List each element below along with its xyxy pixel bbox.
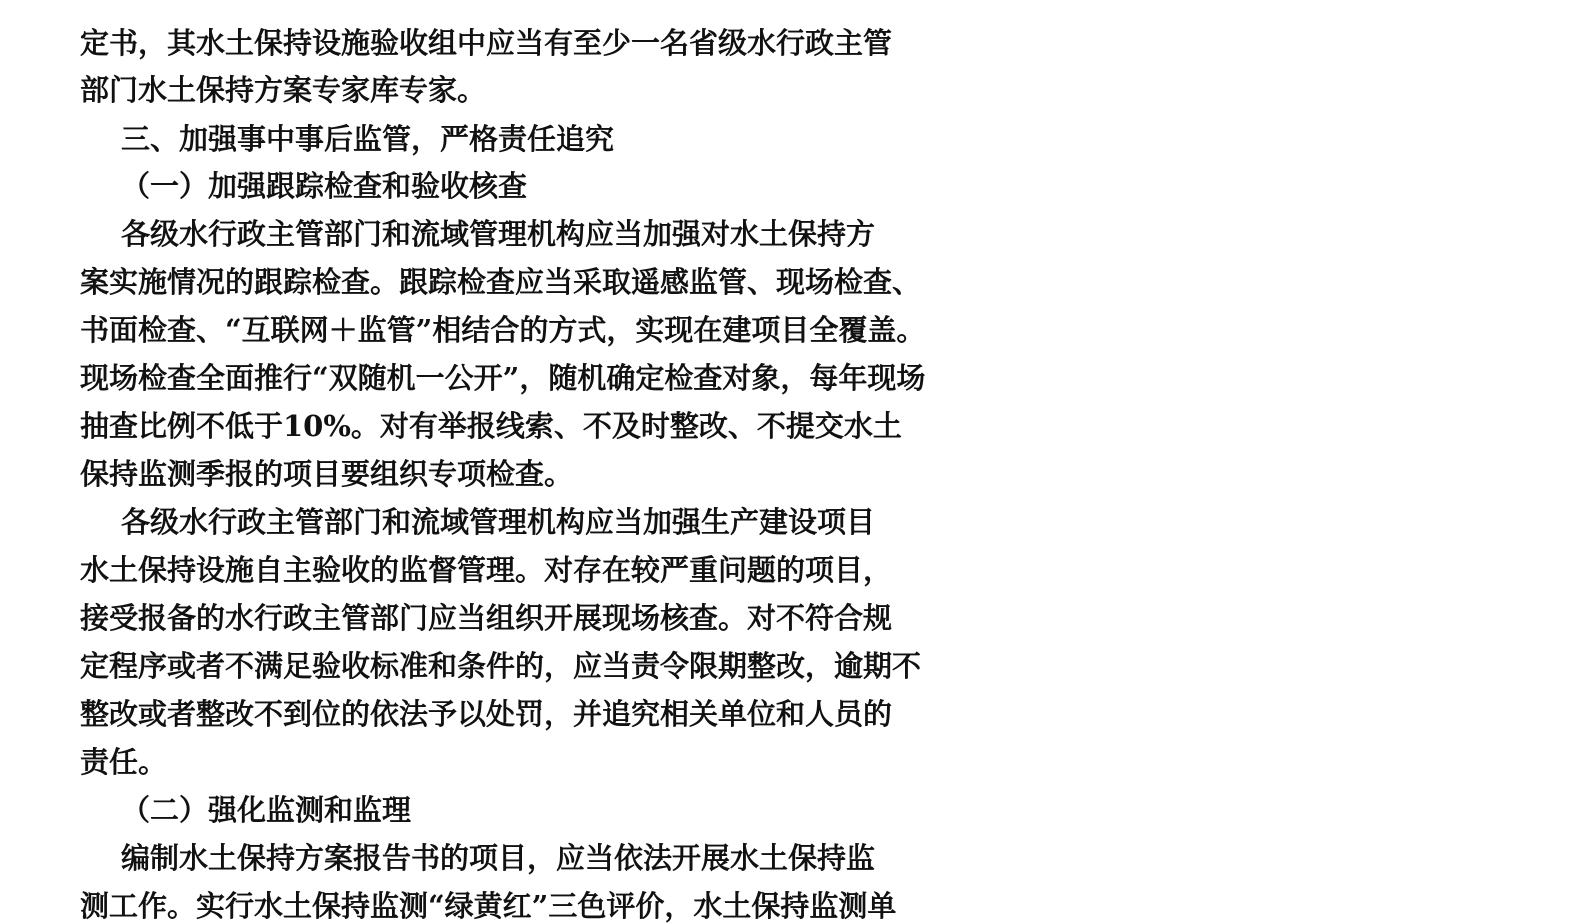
paragraph-line: 各级水行政主管部门和流域管理机构应当加强生产建设项目 xyxy=(121,505,876,539)
paragraph-line: 书面检查、“互联网＋监管”相结合的方式，实现在建项目全覆盖。 xyxy=(80,313,926,347)
paragraph-line: 各级水行政主管部门和流域管理机构应当加强对水土保持方 xyxy=(121,217,876,251)
paragraph-line: 部门水土保持方案专家库专家。 xyxy=(80,73,487,107)
paragraph-line: 责任。 xyxy=(80,745,168,779)
paragraph-line: 定程序或者不满足验收标准和条件的，应当责令限期整改，逾期不 xyxy=(80,649,922,683)
paragraph-line: 水土保持设施自主验收的监督管理。对存在较严重问题的项目， xyxy=(80,553,893,587)
paragraph-line: 现场检查全面推行“双随机一公开”，随机确定检查对象，每年现场 xyxy=(80,361,926,395)
subsection-heading: （一）加强跟踪检查和验收核查 xyxy=(121,169,528,203)
paragraph-line: 整改或者整改不到位的依法予以处罚，并追究相关单位和人员的 xyxy=(80,697,893,731)
paragraph-line: 案实施情况的跟踪检查。跟踪检查应当采取遥感监管、现场检查、 xyxy=(80,265,922,299)
paragraph-line: 编制水土保持方案报告书的项目，应当依法开展水土保持监 xyxy=(121,841,876,875)
paragraph-line: 定书，其水土保持设施验收组中应当有至少一名省级水行政主管 xyxy=(80,26,893,60)
subsection-heading: （二）强化监测和监理 xyxy=(121,793,412,827)
paragraph-line: 测工作。实行水土保持监测“绿黄红”三色评价，水土保持监测单 xyxy=(80,889,897,923)
section-heading: 三、加强事中事后监管，严格责任追究 xyxy=(121,122,615,156)
paragraph-line: 抽查比例不低于10%。对有举报线索、不及时整改、不提交水土 xyxy=(80,409,902,443)
paragraph-line: 保持监测季报的项目要组织专项检查。 xyxy=(80,457,574,491)
paragraph-line: 接受报备的水行政主管部门应当组织开展现场核查。对不符合规 xyxy=(80,601,893,635)
